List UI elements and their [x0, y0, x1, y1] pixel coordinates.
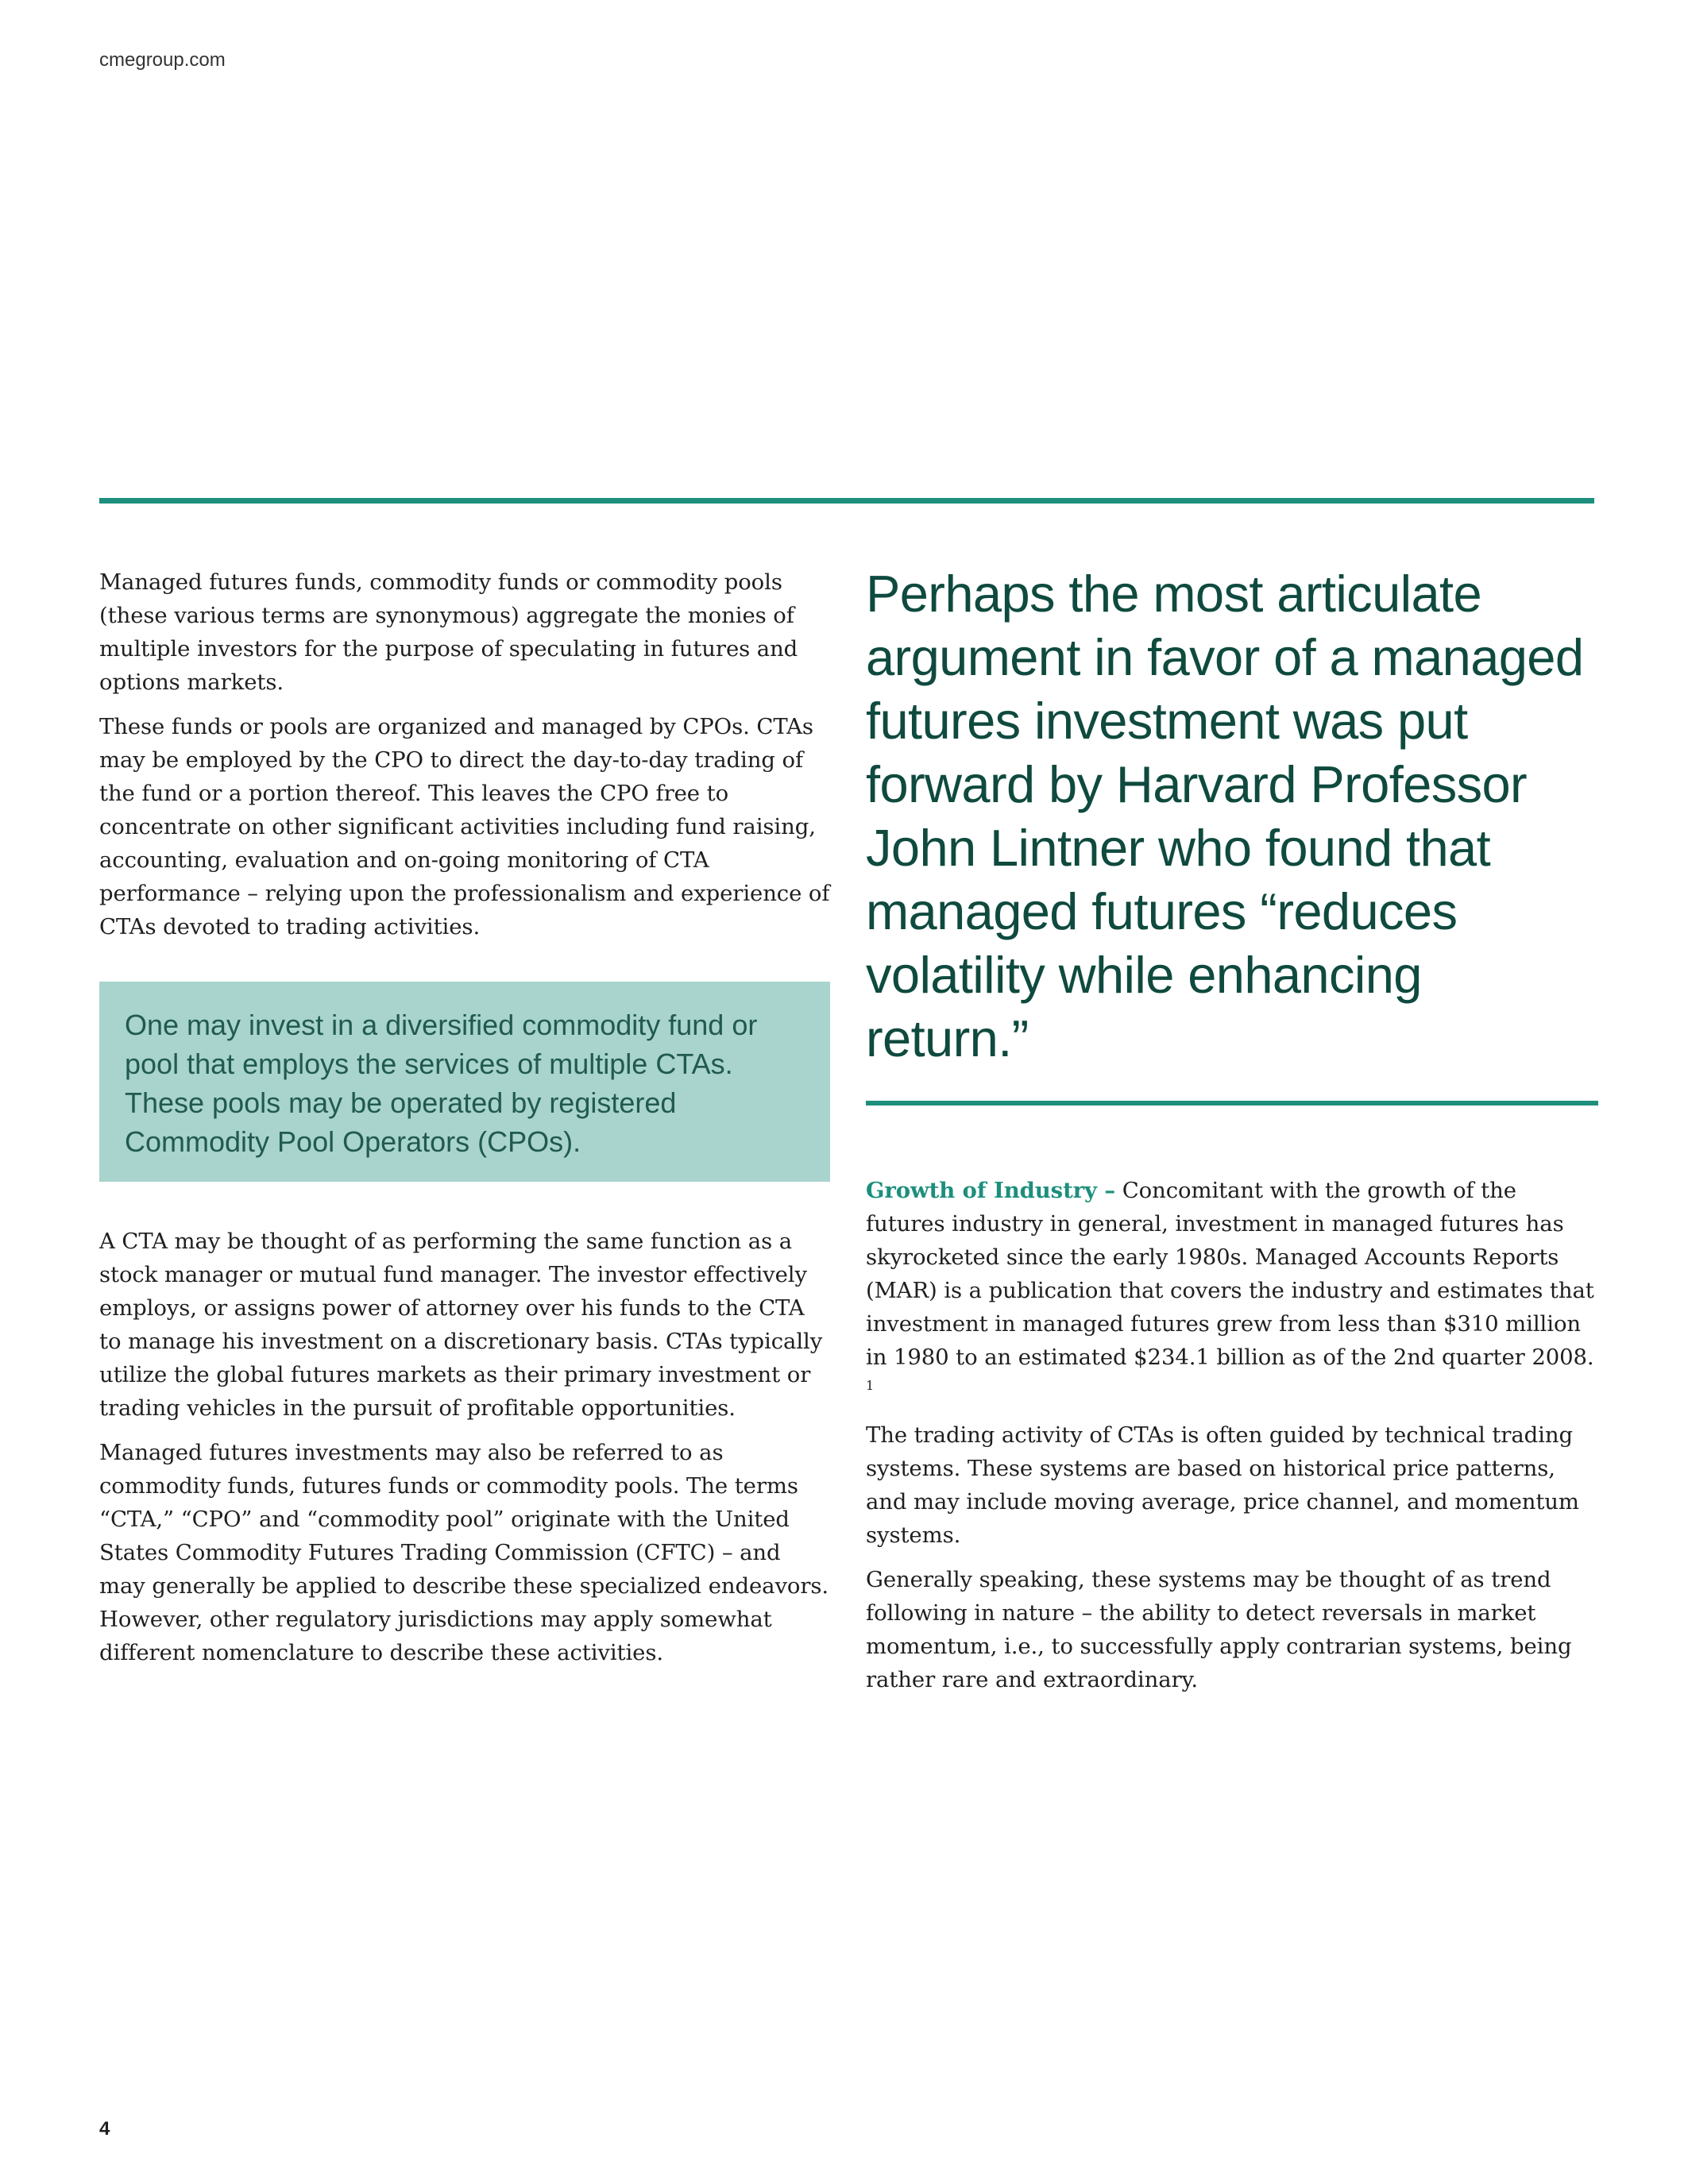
top-divider	[99, 498, 1594, 504]
page-number: 4	[99, 2118, 110, 2140]
growth-heading: Growth of Industry –	[866, 1178, 1116, 1203]
growth-text: Concomitant with the growth of the futures industry in general, investment in managed futures has skyrocketed since the early 1980s. Managed Accounts Reports (MAR) is a publication that covers the industry and estimates that investment in managed futures grew from less than $310 million in 1980 to an estimated $234.1 billion as of the 2nd quarter 2008.	[866, 1178, 1594, 1370]
paragraph-3: A CTA may be thought of as performing the same function as a stock manager or mutual fund manager. The investor effectively employs, or assigns power of attorney over his funds to the CTA to manage his investment on a discretionary basis. CTAs typically utilize the global futures markets as their primary investment or trading vehicles in the pursuit of profitable opportunities.	[99, 1229, 823, 1421]
paragraph-2: These funds or pools are organized and managed by CPOs. CTAs may be employed by the CPO to direct the day-to-day trading of the fund or a portion thereof. This leaves the CPO free to concentrate on other significant activities including fund raising, accounting, evaluation and on-going monitoring of CTA performance – relying upon the professionalism and experience of CTAs devoted to trading activities.	[99, 714, 830, 940]
growth-paragraph	[866, 1174, 1597, 1407]
left-column	[99, 565, 830, 1680]
callout-box: One may invest in a diversified commodity fund or pool that employs the services of multiple CTAs. These pools may be operated by registered Commodity Pool Operators (CPOs).	[99, 982, 830, 1182]
pull-quote: Perhaps the most articulate argument in favor of a managed futures investment was put forward by Harvard Professor John Lintner who found that managed futures “reduces volatility while enhancing return.”	[866, 565, 1584, 1067]
right-column	[866, 565, 1597, 1707]
paragraph-1: Managed futures funds, commodity funds or commodity pools (these various terms are synonymous) aggregate the monies of multiple investors for the purpose of speculating in futures and options markets.	[99, 569, 798, 695]
paragraph-5: The trading activity of CTAs is often guided by technical trading systems. These systems are based on historical price patterns, and may include moving average, price channel, and momentum systems.	[866, 1422, 1579, 1548]
quote-divider	[866, 1101, 1598, 1106]
paragraph-4: Managed futures investments may also be referred to as commodity funds, futures funds or commodity pools. The terms “CTA,” “CPO” and “commodity pool” originate with the United States Commodity Futures Trading Commission (CFTC) – and may generally be applied to describe these specialized endeavors. However, other regulatory jurisdictions may apply somewhat different nomenclature to describe these activities.	[99, 1440, 829, 1665]
site-url[interactable]: cmegroup.com	[99, 49, 226, 71]
paragraph-6: Generally speaking, these systems may be thought of as trend following in nature – the ability to detect reversals in market momentum, i.e., to successfully apply contrarian systems, being rather rare and extraordinary.	[866, 1567, 1572, 1692]
footnote-marker: 1	[866, 1377, 875, 1393]
